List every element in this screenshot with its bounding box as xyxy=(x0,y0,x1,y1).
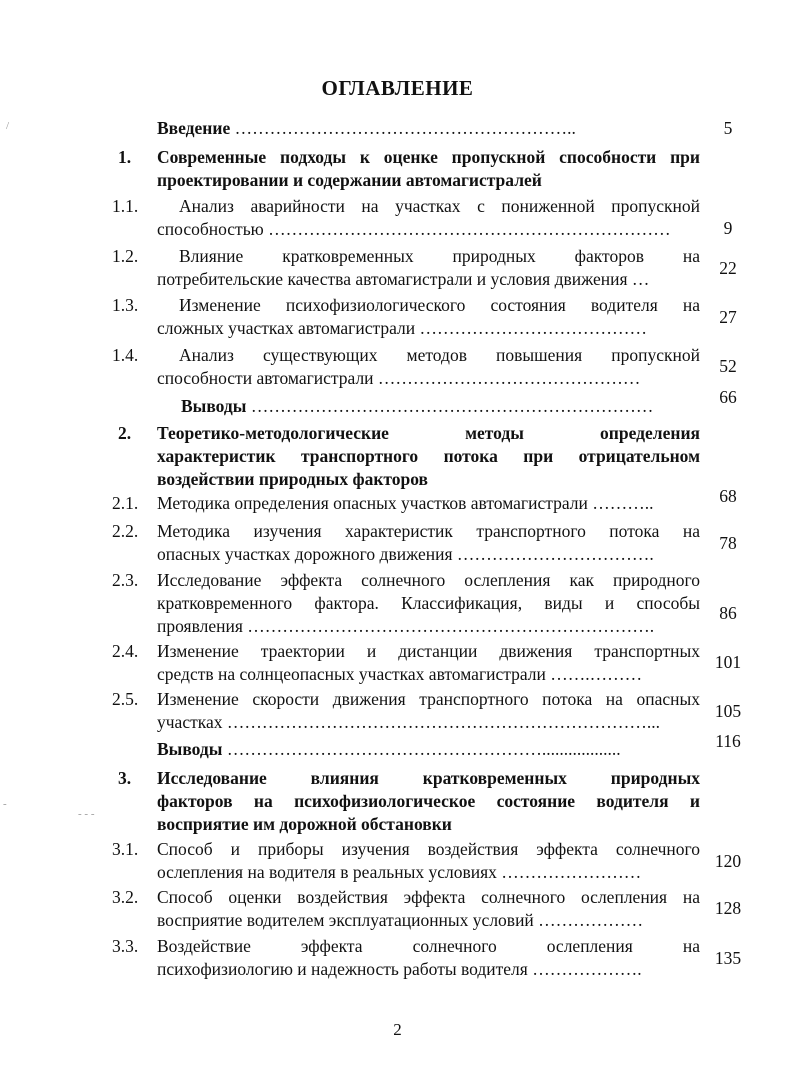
chapter-title-line: проектировании и содержании автомагистралей xyxy=(157,170,542,190)
section-number: 2.2. xyxy=(112,521,139,541)
entry-page: 5 xyxy=(723,118,733,138)
entry-page: 128 xyxy=(714,898,742,918)
entry-page: 68 xyxy=(719,486,737,506)
entry-page: 86 xyxy=(719,603,737,623)
entry-leader-dots: ……………………………………………….................. xyxy=(222,739,621,759)
entry-label: Выводы xyxy=(157,739,223,759)
section-title-line: потребительские качества автомагистрали и условия движения … xyxy=(157,269,650,289)
chapter-title-line: Исследование влияния кратковременных природных xyxy=(157,768,700,788)
entry-label: Введение xyxy=(157,118,231,138)
section-number: 2.3. xyxy=(112,570,139,590)
section-title-line: Воздействие эффекта солнечного ослепления на xyxy=(157,936,700,956)
entry-page: 9 xyxy=(723,218,733,238)
section-title-line: Изменение скорости движения транспортного потока на опасных xyxy=(157,689,700,709)
entry-page: 116 xyxy=(715,731,741,751)
section-title-line: способностью …………………………………………………………… xyxy=(157,219,671,239)
section-title-line: сложных участках автомагистрали ………………………………… xyxy=(157,318,647,338)
section-number: 1.2. xyxy=(112,246,139,266)
entry-page: 52 xyxy=(719,356,737,376)
chapter-title-line: Теоретико-методологические методы определения xyxy=(157,423,700,443)
page-number: 2 xyxy=(393,1020,402,1039)
entry-page: 66 xyxy=(719,387,737,407)
section-title-line: Способ и приборы изучения воздействия эффекта солнечного xyxy=(157,839,700,859)
toc-title: ОГЛАВЛЕНИЕ xyxy=(321,76,474,100)
entry-leader-dots: ………………………………………………….. xyxy=(230,118,576,138)
section-title-line: Методика определения опасных участков автомагистрали ……….. xyxy=(157,493,654,513)
section-number: 2.4. xyxy=(112,641,139,661)
entry-label: Выводы xyxy=(181,396,247,416)
chapter-number: 1. xyxy=(118,147,132,167)
section-title-line: опасных участках дорожного движения ……………………………. xyxy=(157,544,654,564)
chapter-title-line: восприятие им дорожной обстановки xyxy=(157,814,452,834)
section-title-line: Изменение психофизиологического состояния водителя на xyxy=(179,295,700,315)
section-title-line: Способ оценки воздействия эффекта солнечного ослепления на xyxy=(157,887,700,907)
section-title-line: участках ………………………………………………………………... xyxy=(157,712,660,732)
section-title-line: способности автомагистрали ……………………………………… xyxy=(157,368,641,388)
section-title-line: Исследование эффекта солнечного ослепления как природного xyxy=(157,570,700,590)
section-title-line: ослепления на водителя в реальных условиях …………………… xyxy=(157,862,642,882)
section-number: 3.2. xyxy=(112,887,139,907)
chapter-number: 2. xyxy=(118,423,132,443)
section-title-line: проявления ……………………………………………………………. xyxy=(157,616,655,636)
scan-artifact: - - - xyxy=(78,808,95,820)
section-number: 3.3. xyxy=(112,936,139,956)
section-title-line: Влияние кратковременных природных факторов на xyxy=(179,246,700,266)
chapter-title-line: Современные подходы к оценке пропускной способности при xyxy=(157,147,700,167)
entry-page: 120 xyxy=(714,851,742,871)
entry-page: 101 xyxy=(714,652,742,672)
section-number: 1.4. xyxy=(112,345,139,365)
entry-page: 78 xyxy=(719,533,737,553)
section-title-line: Анализ существующих методов повышения пропускной xyxy=(179,345,700,365)
entry-page: 105 xyxy=(714,701,742,721)
section-title-line: психофизиологию и надежность работы водителя ………………. xyxy=(157,959,642,979)
section-number: 1.1. xyxy=(112,196,139,216)
section-number: 3.1. xyxy=(112,839,139,859)
section-title-line: кратковременного фактора. Классификация, виды и способы xyxy=(157,593,700,613)
section-number: 2.5. xyxy=(112,689,139,709)
section-number: 2.1. xyxy=(112,493,139,513)
section-title-line: Изменение траектории и дистанции движения транспортных xyxy=(157,641,700,661)
chapter-title-line: воздействии природных факторов xyxy=(157,469,429,489)
section-title-line: средств на солнцеопасных участках автомагистрали …….……… xyxy=(157,664,643,684)
entry-page: 22 xyxy=(719,258,737,278)
chapter-title-line: факторов на психофизиологическое состояние водителя и xyxy=(157,791,700,811)
section-title-line: Методика изучения характеристик транспортного потока на xyxy=(157,521,700,541)
section-title-line: восприятие водителем эксплуатационных условий ……………… xyxy=(157,910,644,930)
section-title-line: Анализ аварийности на участках с пониженной пропускной xyxy=(179,196,700,216)
section-number: 1.3. xyxy=(112,295,139,315)
scan-artifact: - xyxy=(3,798,7,810)
entry-page: 27 xyxy=(719,307,737,327)
entry-leader-dots: …………………………………………………………… xyxy=(246,396,654,416)
entry-page: 135 xyxy=(714,948,742,968)
scan-artifact: / xyxy=(6,120,10,132)
chapter-title-line: характеристик транспортного потока при отрицательном xyxy=(157,446,700,466)
chapter-number: 3. xyxy=(118,768,132,788)
